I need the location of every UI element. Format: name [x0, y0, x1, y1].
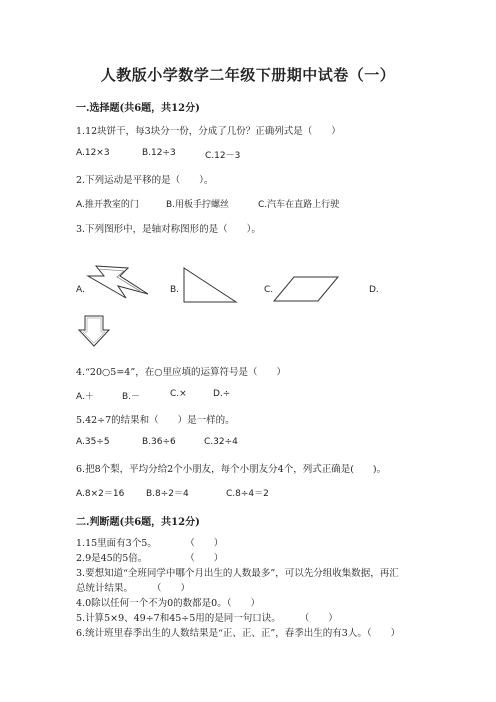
q3-option-c-label: C. [264, 285, 274, 295]
question-6-text: 6.把8个梨，平均分给2个小朋友，每个小朋友分4个，列式正确是( )。 [76, 464, 387, 475]
q4-option-c: C.× [170, 389, 187, 399]
judge-item-2: 2.9是45的5倍。 （ ） [76, 553, 224, 564]
q1-option-b: B.12÷3 [142, 148, 176, 158]
section2-heading: 二.判断题(共6题，共12分) [76, 517, 200, 528]
judge-item-4: 4.0除以任何一个不为0的数都是0。（ ） [76, 598, 260, 609]
section1-heading: 一.选择题(共6题，共12分) [76, 103, 200, 114]
parallelogram-icon [270, 274, 342, 304]
page-title: 人教版小学数学二年级下册期中试卷（一） [100, 66, 396, 84]
q5-option-c: C.32÷4 [204, 437, 238, 447]
judge-item-3-cont: 总统计结果。 （ ） [76, 583, 191, 594]
q4-option-b: B.－ [122, 392, 141, 402]
q4-option-a: A.＋ [76, 392, 94, 402]
q4-option-d: D.÷ [213, 389, 231, 399]
lightning-shape-icon [82, 262, 150, 302]
q6-option-a: A.8×2＝16 [76, 489, 125, 499]
judge-item-6: 6.统计班里春季出生的人数结果是“正、正、正”，春季出生的有3人。（ ） [76, 628, 401, 639]
right-triangle-icon [180, 264, 240, 306]
q3-option-a-label: A. [76, 285, 85, 295]
q3-option-d-label: D. [369, 285, 379, 295]
question-3-text: 3.下列图形中，是轴对称图形的是（ ）。 [76, 224, 261, 235]
question-4-text: 4.“20○5=4”，在○里应填的运算符号是（ ） [76, 367, 286, 378]
q3-option-b-label: B. [170, 285, 180, 295]
q5-option-b: B.36÷6 [142, 437, 176, 447]
judge-item-1: 1.15里面有3个5。 （ ） [76, 538, 224, 549]
question-5-text: 5.42÷7的结果和（ ）是一样的。 [76, 415, 235, 426]
q6-option-b: B.8÷2＝4 [146, 489, 189, 499]
question-2-text: 2.下列运动是平移的是（ ）。 [76, 175, 214, 186]
q6-option-c: C.8÷4＝2 [226, 489, 269, 499]
q1-option-a: A.12×3 [76, 148, 110, 158]
q2-option-a: A.推开教室的门 [76, 200, 139, 210]
down-arrow-shape-icon [77, 314, 111, 348]
q5-option-a: A.35÷5 [76, 437, 110, 447]
judge-item-3: 3.要想知道“全班同学中哪个月出生的人数最多”，可以先分组收集数据，再汇 [76, 568, 399, 579]
q2-option-c: C.汽车在直路上行驶 [258, 200, 340, 210]
question-1-text: 1.12块饼干，每3块分一份，分成了几份？正确列式是（ ） [76, 126, 341, 137]
judge-item-5: 5.计算5×9、49÷7和45÷5用的是同一句口诀。 （ ） [76, 613, 338, 624]
q1-option-c: C.12－3 [205, 151, 241, 161]
q2-option-b: B.用板手拧螺丝 [166, 200, 230, 210]
